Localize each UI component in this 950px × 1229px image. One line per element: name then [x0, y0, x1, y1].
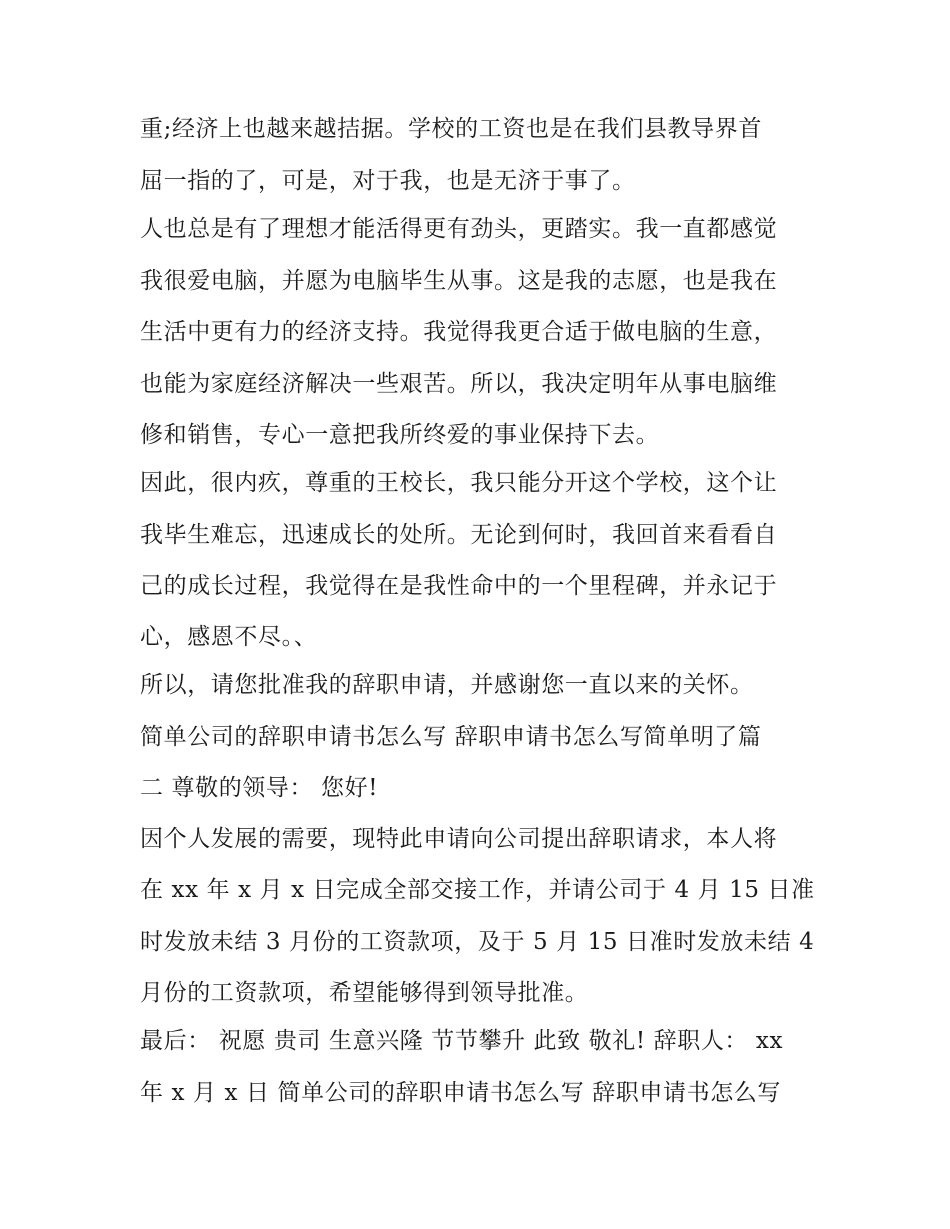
text-line: 生活中更有力的经济支持。我觉得我更合适于做电脑的生意，: [140, 319, 778, 345]
text-line: 己的成长过程，我觉得在是我性命中的一个里程碑，并永记于: [140, 573, 778, 599]
text-line: 简单公司的辞职申请书怎么写 辞职申请书怎么写简单明了篇: [140, 724, 762, 750]
text-line: 重;经济上也越来越拮据。学校的工资也是在我们县教导界首: [140, 116, 762, 142]
text-line: 也能为家庭经济解决一些艰苦。所以，我决定明年从事电脑维: [140, 371, 778, 397]
text-line: 因此，很内疚，尊重的王校长，我只能分开这个学校，这个让: [140, 470, 778, 496]
text-line: 月份的工资款项，希望能够得到领导批准。: [140, 980, 589, 1006]
text-line: 在 xx 年 x 月 x 日完成全部交接工作，并请公司于 4 月 15 日准: [140, 877, 815, 903]
text-line: 屈一指的了，可是，对于我，也是无济于事了。: [140, 168, 636, 194]
text-line: 人也总是有了理想才能活得更有劲头，更踏实。我一直都感觉: [140, 216, 778, 242]
text-line: 修和销售，专心一意把我所终爱的事业保持下去。: [140, 422, 660, 448]
text-line: 我很爱电脑，并愿为电脑毕生从事。这是我的志愿，也是我在: [140, 268, 778, 294]
text-line: 年 x 月 x 日 简单公司的辞职申请书怎么写 辞职申请书怎么写: [140, 1080, 782, 1106]
text-line: 因个人发展的需要，现特此申请向公司提出辞职请求，本人将: [140, 826, 778, 852]
text-line: 心，感恩不尽。、: [140, 624, 318, 650]
text-line: 我毕生难忘，迅速成长的处所。无论到何时，我回首来看看自: [140, 522, 778, 548]
text-line: 所以，请您批准我的辞职申请，并感谢您一直以来的关怀。: [140, 672, 754, 698]
text-line: 时发放未结 3 月份的工资款项，及于 5 月 15 日准时发放未结 4: [140, 929, 815, 955]
text-line: 最后： 祝愿 贵司 生意兴隆 节节攀升 此致 敬礼! 辞职人： xx: [140, 1028, 784, 1054]
text-line: 二 尊敬的领导： 您好!: [140, 775, 379, 801]
